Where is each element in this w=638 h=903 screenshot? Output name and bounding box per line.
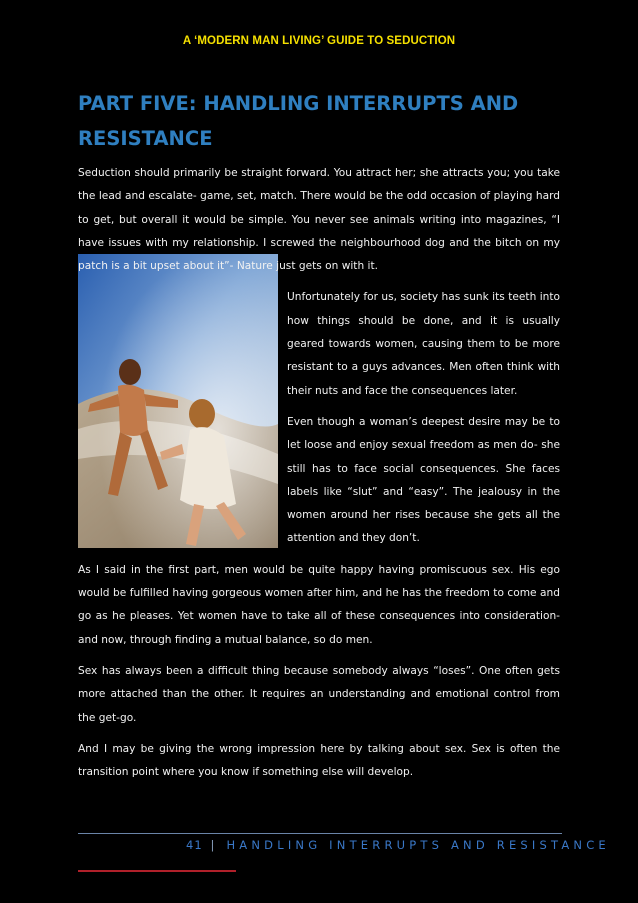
- paragraph-5: Sex has always been a difficult thing because somebody always “loses”. One often gets more attached than the other. It requires an understanding and emotional control from the get-go.: [78, 664, 560, 724]
- paragraph-2: Unfortunately for us, society has sunk its teeth into how things should be done, and it is usually geared towards women, causing them to be more resistant to a guys advances. Men often think with their nuts and face the consequences later.: [287, 291, 560, 397]
- section-title: PART FIVE: HANDLING INTERRUPTS AND RESISTANCE: [78, 92, 519, 150]
- running-header: A ‘MODERN MAN LIVING’ GUIDE TO SEDUCTION: [182, 35, 456, 47]
- footer-rule: [78, 833, 562, 834]
- paragraph-6: And I may be giving the wrong impression here by talking about sex. Sex is often the transition point where you know if something else will develop.: [78, 742, 560, 779]
- footer-separator: |: [210, 838, 219, 852]
- footer-chapter-title: HANDLING INTERRUPTS AND RESISTANCE: [226, 838, 610, 852]
- footer-accent-line: [78, 870, 236, 872]
- body-text: [78, 162, 560, 792]
- beach-couple-photo: [78, 254, 278, 548]
- paragraph-3: Even though a woman’s deepest desire may be to let loose and enjoy sexual freedom as men do- she still has to face social consequences. She faces labels like “slut” and “easy”. The jealousy in the women around her rises because she gets all the attention and they don’t.: [287, 415, 560, 545]
- page-footer: [186, 838, 610, 852]
- paragraph-1: Seduction should primarily be straight forward. You attract her; she attracts you; you take the lead and escalate- game, set, match. There would be the odd occasion of playing hard to get, but overall it would be simple. You never see animals writing into magazines, “I have issues with my relationship. I screwed the neighbourhood dog and the bitch on my patch is a bit upset about it”- Nature just gets on with it.: [78, 167, 560, 273]
- paragraph-4: As I said in the first part, men would be quite happy having promiscuous sex. His ego would be fulfilled having gorgeous women after him, and he has the freedom to come and go as he pleases. Yet women have to take all of these consequences into consideration- and now, through finding a mutual balance, so do men.: [78, 563, 560, 646]
- page-number: 41: [186, 838, 203, 852]
